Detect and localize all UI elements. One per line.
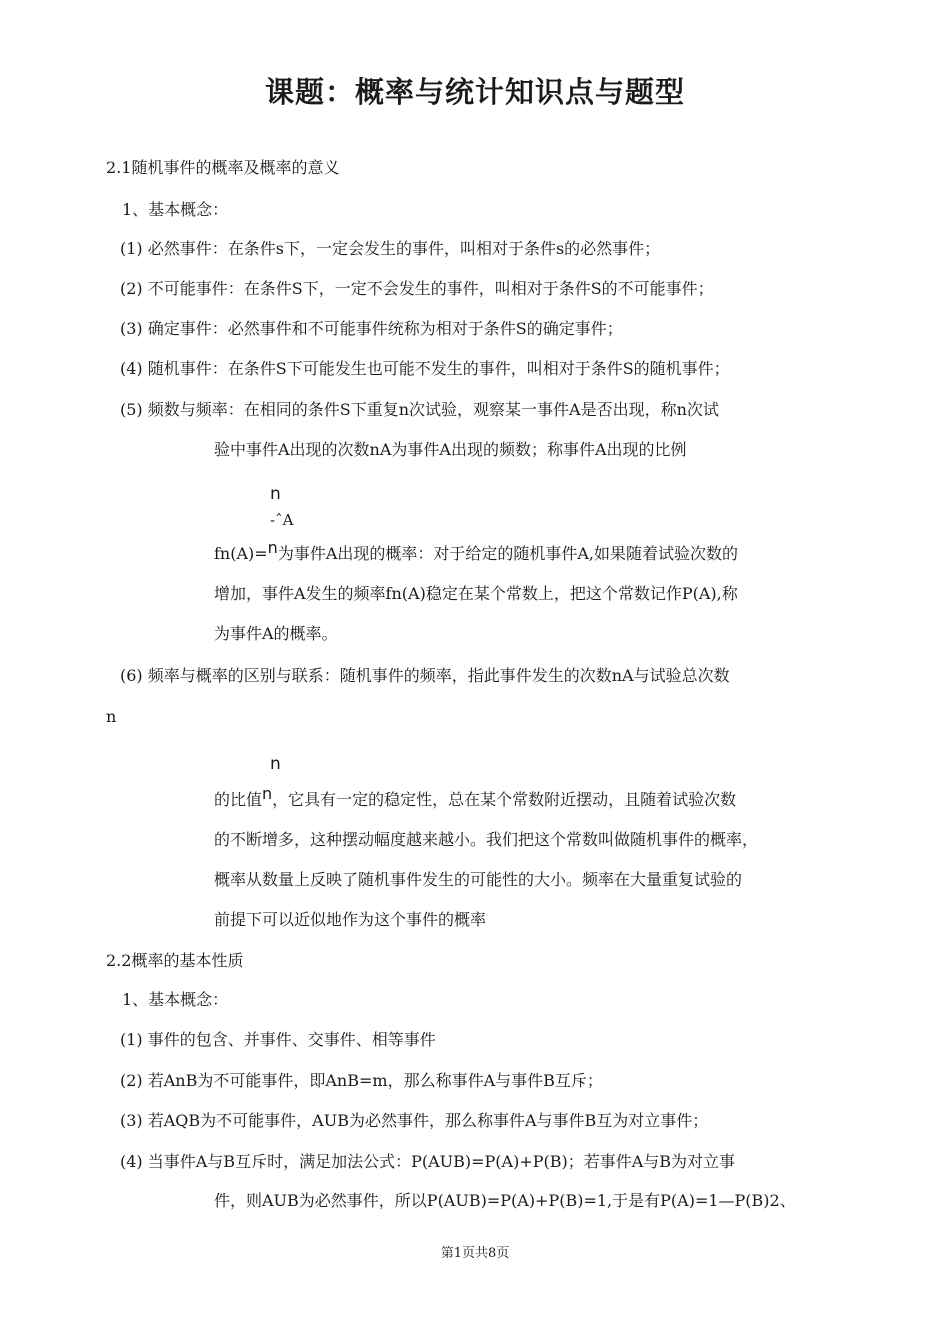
list-item: (3) 若AQB为不可能事件，AUB为必然事件，那么称事件A与事件B互为对立事件；	[120, 1111, 709, 1130]
list-item: (4) 当事件A与B互斥时，满足加法公式：P(AUB)=P(A)+P(B)；若事件A与B为对立事	[120, 1152, 736, 1171]
formula-superscript: n	[267, 538, 278, 557]
ratio-line	[214, 784, 737, 810]
ratio-text: ，它具有一定的稳定性，总在某个常数附近摆动，且随着试验次数	[272, 790, 737, 809]
list-item: (3) 确定事件：必然事件和不可能事件统称为相对于条件S的确定事件；	[120, 319, 623, 338]
formula-superscript: n	[262, 784, 273, 803]
fraction-numerator: n	[270, 484, 281, 504]
list-item-continuation: 的不断增多，这种摆动幅度越来越小。我们把这个常数叫做随机事件的概率，	[214, 830, 759, 849]
list-item-continuation: 为事件A的概率。	[214, 624, 338, 643]
section-heading-2-1: 2.1随机事件的概率及概率的意义	[106, 158, 340, 177]
frequency-definition-line	[214, 538, 739, 564]
fraction-numerator: n	[270, 754, 281, 774]
fraction-bar: -ˆA	[270, 511, 294, 529]
subheading-basic-concepts: 1、基本概念：	[122, 990, 229, 1009]
list-item: (5) 频数与频率：在相同的条件S下重复n次试验，观察某一事件A是否出现，称n次试	[120, 400, 719, 419]
list-item: (6) 频率与概率的区别与联系：随机事件的频率，指此事件发生的次数nA与试验总次数	[120, 666, 730, 685]
list-item-continuation: 前提下可以近似地作为这个事件的概率	[214, 910, 487, 929]
page-title: 课题：概率与统计知识点与题型	[264, 75, 685, 109]
list-item: (4) 随机事件：在条件S下可能发生也可能不发生的事件，叫相对于条件S的随机事件；	[120, 359, 730, 378]
list-item-wrap: n	[106, 707, 117, 726]
page-footer: 第1页共8页	[440, 1246, 510, 1261]
list-item-continuation: 概率从数量上反映了随机事件发生的可能性的大小。频率在大量重复试验的	[214, 870, 743, 889]
frequency-formula: fn(A)=	[214, 544, 268, 563]
list-item: (2) 若AnB为不可能事件，即AnB=m，那么称事件A与事件B互斥；	[120, 1071, 603, 1090]
section-heading-2-2: 2.2概率的基本性质	[106, 951, 244, 970]
list-item-continuation: 验中事件A出现的次数nA为事件A出现的频数；称事件A出现的比例	[214, 440, 687, 459]
list-item: (1) 事件的包含、并事件、交事件、相等事件	[120, 1030, 436, 1049]
list-item-continuation: 件，则AUB为必然事件，所以P(AUB)=P(A)+P(B)=1,于是有P(A)=1—P(B)2、	[214, 1191, 796, 1210]
ratio-prefix: 的比值	[214, 790, 263, 809]
list-item: (1) 必然事件：在条件s下，一定会发生的事件，叫相对于条件s的必然事件；	[120, 239, 661, 258]
frequency-definition-text: 为事件A出现的概率：对于给定的随机事件A,如果随着试验次数的	[277, 544, 739, 563]
subheading-basic-concepts: 1、基本概念：	[122, 200, 229, 219]
list-item: (2) 不可能事件：在条件S下，一定不会发生的事件，叫相对于条件S的不可能事件；	[120, 279, 714, 298]
list-item-continuation: 增加，事件A发生的频率fn(A)稳定在某个常数上，把这个常数记作P(A),称	[214, 584, 738, 603]
